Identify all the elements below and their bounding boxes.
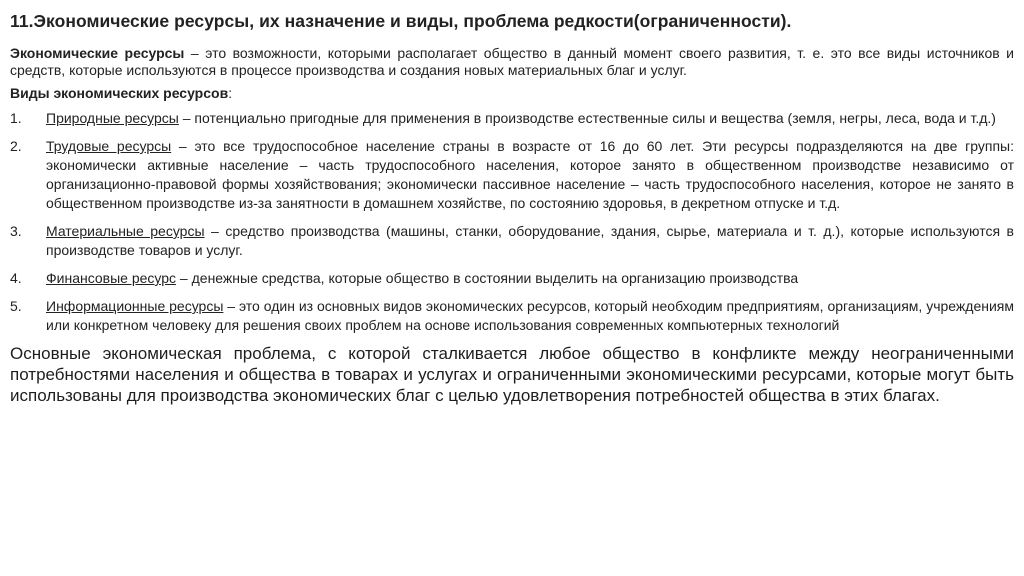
- intro-paragraph: [10, 45, 1014, 79]
- list-item: [10, 222, 1014, 260]
- list-item-text: – денежные средства, которые общество в состоянии выделить на организацию производства: [176, 270, 799, 286]
- list-item-body: [46, 137, 1014, 213]
- list-item: [10, 297, 1014, 335]
- list-item-number: 5.: [10, 298, 22, 314]
- list-item-term: Финансовые ресурс: [46, 270, 177, 286]
- types-heading-term: Виды экономических ресурсов: [10, 85, 229, 101]
- list-item-text: – потенциально пригодные для применения в производстве естественные силы и вещества (земля, негры, леса, вода и т.д.): [178, 110, 996, 126]
- list-item-body: [46, 109, 1014, 128]
- list-item: [10, 109, 1014, 128]
- intro-term: Экономические ресурсы: [10, 45, 185, 61]
- intro-text: – это возможности, которыми располагает общество в данный момент своего развития, т. е. это все виды источников и средств, которые используются в процессе производства и создания новых материальных благ и услуг.: [10, 45, 1015, 78]
- list-item-body: [46, 297, 1014, 335]
- slide-title: 11.Экономические ресурсы, их назначение и виды, проблема редкости(ограниченности).: [10, 11, 792, 31]
- list-item: [10, 269, 1014, 288]
- list-item-number: 2.: [10, 138, 22, 154]
- list-item-term: Материальные ресурсы: [46, 223, 205, 239]
- types-heading: [10, 85, 1014, 102]
- list-item-number: 3.: [10, 223, 22, 239]
- list-item-body: [46, 269, 1014, 288]
- list-item-number: 1.: [10, 110, 22, 126]
- list-item: [10, 137, 1014, 213]
- list-item-term: Информационные ресурсы: [46, 298, 224, 314]
- resource-types-list: [10, 109, 1014, 335]
- list-item-text: – средство производства (машины, станки, оборудование, здания, сырье, материала и т. д.), которые используются в производстве товаров и услуг.: [46, 223, 1014, 258]
- summary-paragraph: Основные экономическая проблема, с которой сталкивается любое общество в конфликте между неограниченными потребностями населения и общества в товарах и услугах и ограниченными экономическими ресурсами, которые могут быть использованы для производства экономических благ с целью удовлетворения потребностей общества в этих благах.: [10, 344, 1014, 405]
- list-item-text: – это один из основных видов экономических ресурсов, который необходим предприятиям, организациям, учреждениям или конкретном человеку для решения своих проблем на основе использования современных компьютерных технологий: [46, 298, 1014, 333]
- list-item-number: 4.: [10, 270, 22, 286]
- types-heading-suffix: :: [228, 85, 233, 101]
- list-item-body: [46, 222, 1014, 260]
- list-item-term: Трудовые ресурсы: [46, 138, 172, 154]
- list-item-text: – это все трудоспособное население страны в возрасте от 16 до 60 лет. Эти ресурсы подразделяются на две группы: экономически активные население – часть трудоспособного населения, которое занято в общественном производстве независимо от организационно-правовой формы хозяйствования; экономически пассивное население – часть трудоспособного населения, которое не занято в общественном производстве из-за занятности в домашнем хозяйстве, по состоянию здоровья, в декретном отпуске и т.д.: [46, 138, 1014, 211]
- list-item-term: Природные ресурсы: [46, 110, 179, 126]
